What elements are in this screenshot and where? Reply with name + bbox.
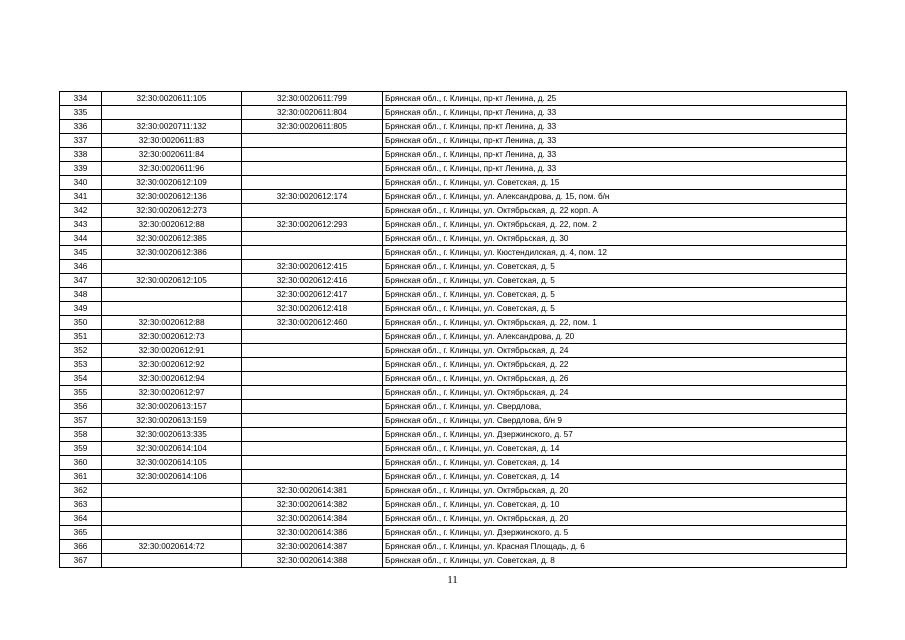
table-row — [60, 92, 847, 106]
registry-table — [59, 91, 847, 568]
table-row — [60, 218, 847, 232]
row-number: 346 — [60, 260, 102, 274]
address: Брянская обл., г. Клинцы, пр-кт Ленина, д. 33 — [383, 120, 847, 134]
table-row — [60, 232, 847, 246]
table-row — [60, 484, 847, 498]
registry-table-body — [60, 92, 847, 568]
address: Брянская обл., г. Клинцы, ул. Советская, д. 8 — [383, 554, 847, 568]
table-row — [60, 456, 847, 470]
land-cadastral-number: 32:30:0020612:136 — [102, 190, 242, 204]
land-cadastral-number: 32:30:0020612:385 — [102, 232, 242, 246]
address: Брянская обл., г. Клинцы, ул. Советская, д. 5 — [383, 302, 847, 316]
building-cadastral-number: 32:30:0020612:418 — [242, 302, 383, 316]
address: Брянская обл., г. Клинцы, пр-кт Ленина, д. 33 — [383, 106, 847, 120]
building-cadastral-number: 32:30:0020612:417 — [242, 288, 383, 302]
building-cadastral-number — [242, 176, 383, 190]
row-number: 352 — [60, 344, 102, 358]
land-cadastral-number — [102, 302, 242, 316]
building-cadastral-number — [242, 386, 383, 400]
row-number: 359 — [60, 442, 102, 456]
address: Брянская обл., г. Клинцы, ул. Свердлова, — [383, 400, 847, 414]
building-cadastral-number: 32:30:0020612:293 — [242, 218, 383, 232]
address: Брянская обл., г. Клинцы, ул. Октябрьская, д. 22 — [383, 358, 847, 372]
table-row — [60, 554, 847, 568]
row-number: 342 — [60, 204, 102, 218]
land-cadastral-number: 32:30:0020612:92 — [102, 358, 242, 372]
row-number: 339 — [60, 162, 102, 176]
row-number: 360 — [60, 456, 102, 470]
row-number: 340 — [60, 176, 102, 190]
address: Брянская обл., г. Клинцы, ул. Советская, д. 5 — [383, 288, 847, 302]
row-number: 338 — [60, 148, 102, 162]
table-row — [60, 134, 847, 148]
land-cadastral-number: 32:30:0020614:106 — [102, 470, 242, 484]
building-cadastral-number — [242, 400, 383, 414]
land-cadastral-number: 32:30:0020612:386 — [102, 246, 242, 260]
row-number: 336 — [60, 120, 102, 134]
building-cadastral-number — [242, 428, 383, 442]
land-cadastral-number: 32:30:0020711:132 — [102, 120, 242, 134]
row-number: 353 — [60, 358, 102, 372]
table-row — [60, 204, 847, 218]
building-cadastral-number — [242, 204, 383, 218]
table-row — [60, 162, 847, 176]
table-row — [60, 512, 847, 526]
land-cadastral-number: 32:30:0020613:159 — [102, 414, 242, 428]
address: Брянская обл., г. Клинцы, ул. Октябрьская, д. 24 — [383, 344, 847, 358]
table-row — [60, 442, 847, 456]
building-cadastral-number: 32:30:0020614:384 — [242, 512, 383, 526]
building-cadastral-number: 32:30:0020614:381 — [242, 484, 383, 498]
row-number: 350 — [60, 316, 102, 330]
table-row — [60, 470, 847, 484]
address: Брянская обл., г. Клинцы, ул. Октябрьская, д. 20 — [383, 484, 847, 498]
building-cadastral-number: 32:30:0020614:382 — [242, 498, 383, 512]
land-cadastral-number: 32:30:0020612:88 — [102, 218, 242, 232]
address: Брянская обл., г. Клинцы, ул. Дзержинского, д. 57 — [383, 428, 847, 442]
address: Брянская обл., г. Клинцы, ул. Октябрьская, д. 22, пом. 2 — [383, 218, 847, 232]
row-number: 367 — [60, 554, 102, 568]
row-number: 335 — [60, 106, 102, 120]
land-cadastral-number: 32:30:0020611:96 — [102, 162, 242, 176]
building-cadastral-number — [242, 442, 383, 456]
address: Брянская обл., г. Клинцы, ул. Октябрьская, д. 20 — [383, 512, 847, 526]
building-cadastral-number: 32:30:0020614:388 — [242, 554, 383, 568]
address: Брянская обл., г. Клинцы, ул. Октябрьская, д. 26 — [383, 372, 847, 386]
land-cadastral-number — [102, 526, 242, 540]
address: Брянская обл., г. Клинцы, ул. Советская, д. 5 — [383, 274, 847, 288]
building-cadastral-number: 32:30:0020611:805 — [242, 120, 383, 134]
building-cadastral-number — [242, 232, 383, 246]
building-cadastral-number — [242, 456, 383, 470]
row-number: 363 — [60, 498, 102, 512]
address: Брянская обл., г. Клинцы, ул. Октябрьская, д. 30 — [383, 232, 847, 246]
land-cadastral-number: 32:30:0020611:83 — [102, 134, 242, 148]
page-number: 11 — [447, 574, 458, 586]
address: Брянская обл., г. Клинцы, пр-кт Ленина, д. 33 — [383, 148, 847, 162]
table-row — [60, 414, 847, 428]
address: Брянская обл., г. Клинцы, ул. Советская, д. 5 — [383, 260, 847, 274]
row-number: 345 — [60, 246, 102, 260]
row-number: 351 — [60, 330, 102, 344]
table-row — [60, 106, 847, 120]
table-row — [60, 330, 847, 344]
address: Брянская обл., г. Клинцы, ул. Советская, д. 14 — [383, 456, 847, 470]
row-number: 337 — [60, 134, 102, 148]
address: Брянская обл., г. Клинцы, ул. Октябрьская, д. 22 корп. А — [383, 204, 847, 218]
land-cadastral-number: 32:30:0020612:73 — [102, 330, 242, 344]
table-row — [60, 302, 847, 316]
building-cadastral-number — [242, 162, 383, 176]
land-cadastral-number: 32:30:0020613:335 — [102, 428, 242, 442]
address: Брянская обл., г. Клинцы, ул. Октябрьская, д. 24 — [383, 386, 847, 400]
address: Брянская обл., г. Клинцы, ул. Александрова, д. 15, пом. б/н — [383, 190, 847, 204]
building-cadastral-number: 32:30:0020611:799 — [242, 92, 383, 106]
table-row — [60, 148, 847, 162]
building-cadastral-number — [242, 358, 383, 372]
row-number: 362 — [60, 484, 102, 498]
land-cadastral-number: 32:30:0020612:273 — [102, 204, 242, 218]
row-number: 364 — [60, 512, 102, 526]
land-cadastral-number — [102, 260, 242, 274]
row-number: 349 — [60, 302, 102, 316]
land-cadastral-number — [102, 106, 242, 120]
address: Брянская обл., г. Клинцы, ул. Октябрьская, д. 22, пом. 1 — [383, 316, 847, 330]
building-cadastral-number: 32:30:0020612:174 — [242, 190, 383, 204]
row-number: 366 — [60, 540, 102, 554]
table-row — [60, 498, 847, 512]
row-number: 343 — [60, 218, 102, 232]
row-number: 334 — [60, 92, 102, 106]
address: Брянская обл., г. Клинцы, ул. Красная Площадь, д. 6 — [383, 540, 847, 554]
address: Брянская обл., г. Клинцы, ул. Свердлова, б/н 9 — [383, 414, 847, 428]
land-cadastral-number: 32:30:0020612:97 — [102, 386, 242, 400]
address: Брянская обл., г. Клинцы, ул. Советская, д. 14 — [383, 442, 847, 456]
land-cadastral-number: 32:30:0020612:109 — [102, 176, 242, 190]
row-number: 357 — [60, 414, 102, 428]
table-row — [60, 386, 847, 400]
row-number: 356 — [60, 400, 102, 414]
building-cadastral-number: 32:30:0020611:804 — [242, 106, 383, 120]
table-row — [60, 260, 847, 274]
building-cadastral-number: 32:30:0020612:415 — [242, 260, 383, 274]
row-number: 355 — [60, 386, 102, 400]
land-cadastral-number: 32:30:0020611:105 — [102, 92, 242, 106]
land-cadastral-number: 32:30:0020611:84 — [102, 148, 242, 162]
building-cadastral-number: 32:30:0020614:386 — [242, 526, 383, 540]
table-row — [60, 176, 847, 190]
land-cadastral-number — [102, 484, 242, 498]
row-number: 358 — [60, 428, 102, 442]
row-number: 365 — [60, 526, 102, 540]
row-number: 341 — [60, 190, 102, 204]
land-cadastral-number: 32:30:0020612:94 — [102, 372, 242, 386]
address: Брянская обл., г. Клинцы, ул. Александрова, д. 20 — [383, 330, 847, 344]
land-cadastral-number — [102, 288, 242, 302]
table-row — [60, 400, 847, 414]
building-cadastral-number — [242, 246, 383, 260]
land-cadastral-number — [102, 498, 242, 512]
land-cadastral-number: 32:30:0020614:72 — [102, 540, 242, 554]
land-cadastral-number: 32:30:0020612:105 — [102, 274, 242, 288]
building-cadastral-number: 32:30:0020612:416 — [242, 274, 383, 288]
table-row — [60, 120, 847, 134]
table-row — [60, 246, 847, 260]
row-number: 361 — [60, 470, 102, 484]
land-cadastral-number: 32:30:0020612:91 — [102, 344, 242, 358]
address: Брянская обл., г. Клинцы, пр-кт Ленина, д. 33 — [383, 134, 847, 148]
land-cadastral-number: 32:30:0020613:157 — [102, 400, 242, 414]
address: Брянская обл., г. Клинцы, ул. Дзержинского, д. 5 — [383, 526, 847, 540]
land-cadastral-number — [102, 512, 242, 526]
building-cadastral-number: 32:30:0020614:387 — [242, 540, 383, 554]
address: Брянская обл., г. Клинцы, пр-кт Ленина, д. 33 — [383, 162, 847, 176]
row-number: 354 — [60, 372, 102, 386]
table-row — [60, 526, 847, 540]
building-cadastral-number — [242, 414, 383, 428]
building-cadastral-number — [242, 344, 383, 358]
building-cadastral-number: 32:30:0020612:460 — [242, 316, 383, 330]
address: Брянская обл., г. Клинцы, пр-кт Ленина, д. 25 — [383, 92, 847, 106]
address: Брянская обл., г. Клинцы, ул. Советская, д. 10 — [383, 498, 847, 512]
table-row — [60, 372, 847, 386]
land-cadastral-number: 32:30:0020614:104 — [102, 442, 242, 456]
table-row — [60, 428, 847, 442]
land-cadastral-number: 32:30:0020612:88 — [102, 316, 242, 330]
table-row — [60, 316, 847, 330]
building-cadastral-number — [242, 330, 383, 344]
table-row — [60, 344, 847, 358]
building-cadastral-number — [242, 372, 383, 386]
land-cadastral-number — [102, 554, 242, 568]
address: Брянская обл., г. Клинцы, ул. Советская, д. 14 — [383, 470, 847, 484]
building-cadastral-number — [242, 148, 383, 162]
building-cadastral-number — [242, 470, 383, 484]
row-number: 344 — [60, 232, 102, 246]
row-number: 348 — [60, 288, 102, 302]
address: Брянская обл., г. Клинцы, ул. Кюстендилская, д. 4, пом. 12 — [383, 246, 847, 260]
table-row — [60, 540, 847, 554]
address: Брянская обл., г. Клинцы, ул. Советская, д. 15 — [383, 176, 847, 190]
table-row — [60, 190, 847, 204]
table-row — [60, 274, 847, 288]
land-cadastral-number: 32:30:0020614:105 — [102, 456, 242, 470]
row-number: 347 — [60, 274, 102, 288]
building-cadastral-number — [242, 134, 383, 148]
table-row — [60, 288, 847, 302]
table-row — [60, 358, 847, 372]
